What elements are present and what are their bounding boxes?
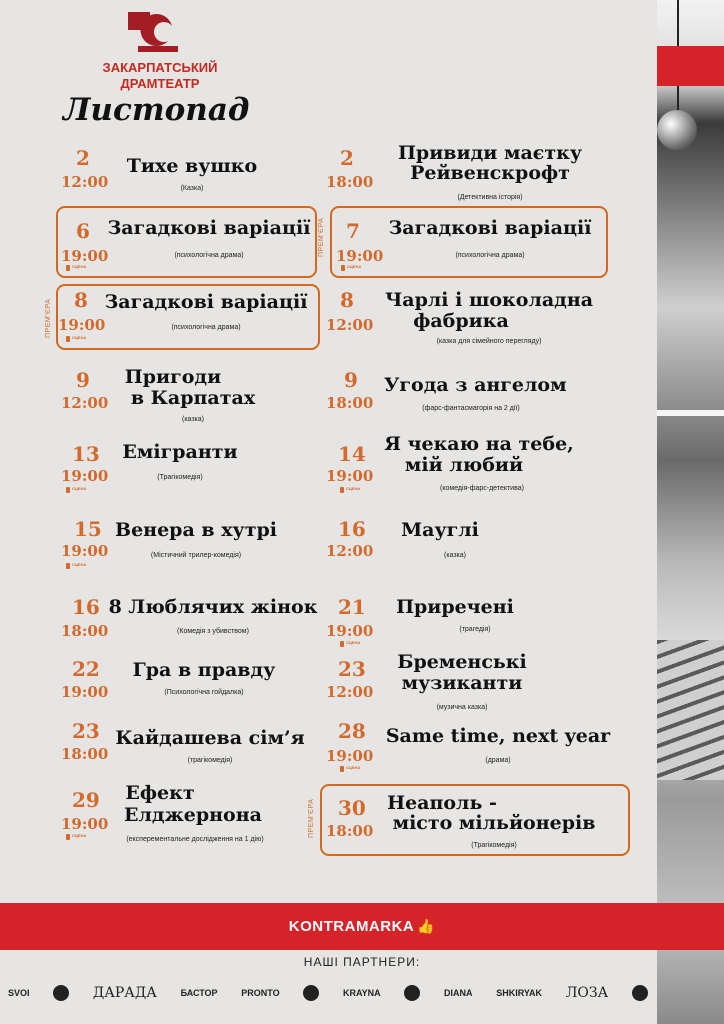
partner-logo: ЛОЗА bbox=[565, 985, 609, 1001]
event-title: Емігранти bbox=[122, 441, 238, 463]
stage-badge bbox=[340, 640, 362, 649]
event-title: Мауглі bbox=[401, 519, 479, 541]
event-day: 9 bbox=[76, 368, 90, 392]
event-genre: (психологічна драма) bbox=[455, 252, 525, 259]
theatre-name-line1: ЗАКАРПАТСЬКИЙ bbox=[102, 60, 218, 75]
stage-badge-label: СЦЕНА bbox=[346, 765, 361, 770]
stage-badge bbox=[66, 562, 88, 571]
staircase bbox=[657, 640, 724, 780]
event-time: 19:00 bbox=[336, 247, 384, 265]
stage-badge-label: СЦЕНА bbox=[72, 335, 87, 340]
event-time: 12:00 bbox=[326, 316, 374, 334]
event-day: 2 bbox=[340, 146, 354, 170]
event-day: 28 bbox=[338, 719, 366, 743]
event-title-line2: фабрика bbox=[413, 310, 509, 332]
event-day: 23 bbox=[338, 657, 366, 681]
event-title: Венера в хутрі bbox=[115, 519, 277, 541]
red-accent-bar bbox=[657, 46, 724, 86]
event-time: 19:00 bbox=[61, 467, 109, 485]
partner-logo-icon bbox=[53, 985, 69, 1001]
event-genre: (Детективна історія) bbox=[457, 194, 523, 201]
event-day: 9 bbox=[344, 368, 358, 392]
event-time: 12:00 bbox=[61, 394, 109, 412]
event-time: 12:00 bbox=[326, 542, 374, 560]
event-day: 21 bbox=[338, 595, 366, 619]
event-genre: (Психологічна гойдалка) bbox=[164, 689, 244, 696]
event-day: 8 bbox=[340, 288, 354, 312]
event-genre: (комедія-фарс-детектива) bbox=[440, 485, 524, 492]
event-title-line1: Бременські bbox=[397, 651, 527, 673]
event-title: Загадкові варіації bbox=[107, 217, 311, 239]
event-title-line1: Неаполь - bbox=[387, 792, 497, 814]
stage-badge-label: СЦЕНА bbox=[72, 486, 87, 491]
event-title-line2: Рейвенскрофт bbox=[410, 162, 570, 184]
event-genre: (музична казка) bbox=[436, 704, 488, 711]
stage-badge-label: СЦЕНА bbox=[72, 264, 87, 269]
stage-badge bbox=[66, 335, 88, 344]
partner-logo: SVOI bbox=[8, 988, 30, 998]
event-time: 12:00 bbox=[61, 173, 109, 191]
event-day: 16 bbox=[338, 517, 366, 541]
stage-badge-label: СЦЕНА bbox=[346, 486, 361, 491]
partner-logo: PRONTO bbox=[241, 988, 280, 998]
event-time: 19:00 bbox=[58, 316, 106, 334]
event-time: 19:00 bbox=[326, 622, 374, 640]
event-title: Приречені bbox=[396, 596, 514, 618]
event-title-line1: Ефект bbox=[125, 782, 195, 804]
event-title: Тихе вушко bbox=[126, 155, 258, 177]
event-day: 16 bbox=[72, 595, 100, 619]
partner-logo: ДАРАДА bbox=[92, 985, 157, 1001]
event-time: 19:00 bbox=[61, 815, 109, 833]
event-time: 18:00 bbox=[326, 394, 374, 412]
event-day: 8 bbox=[74, 288, 88, 312]
event-genre: (експерементальне дослідження на 1 дію) bbox=[126, 836, 264, 843]
partner-logo: DIANA bbox=[444, 988, 473, 998]
event-title-line1: Привиди маєтку bbox=[397, 142, 583, 164]
event-title: Same time, next year bbox=[385, 725, 611, 747]
stage-badge-label: СЦЕНА bbox=[347, 264, 362, 269]
event-time: 18:00 bbox=[326, 822, 374, 840]
event-time: 19:00 bbox=[61, 683, 109, 701]
event-title: Угода з ангелом bbox=[384, 374, 567, 396]
theatre-logo-icon bbox=[126, 10, 190, 54]
premiere-label: ПРЕМ'ЄРА bbox=[318, 217, 325, 257]
event-genre: (Казка) bbox=[180, 185, 204, 192]
event-day: 6 bbox=[76, 219, 90, 243]
event-time: 19:00 bbox=[326, 747, 374, 765]
event-genre: (Трагікомедія) bbox=[157, 474, 203, 481]
event-genre: (Комедія з убивством) bbox=[177, 628, 249, 635]
event-title-line2: місто мільйонерів bbox=[392, 812, 596, 834]
stage-badge bbox=[341, 264, 363, 273]
event-day: 22 bbox=[72, 657, 100, 681]
partner-logo-icon bbox=[303, 985, 319, 1001]
event-time: 18:00 bbox=[61, 745, 109, 763]
partner-logo-icon bbox=[404, 985, 420, 1001]
partner-logos bbox=[8, 980, 648, 1006]
event-time: 19:00 bbox=[326, 467, 374, 485]
event-genre: (Містичний трилер-комедія) bbox=[150, 552, 242, 559]
event-time: 19:00 bbox=[61, 247, 109, 265]
lamp-icon bbox=[657, 110, 697, 150]
event-genre: (фарс-фантасмагорія на 2 дії) bbox=[422, 405, 520, 412]
event-title-line1: Чарлі і шоколадна bbox=[384, 289, 594, 311]
thumbs-up-icon: 👍 bbox=[417, 918, 436, 934]
theatre-name-line2: ДРАМТЕАТР bbox=[120, 76, 200, 91]
event-time: 19:00 bbox=[61, 542, 109, 560]
event-title: 8 Люблячих жінок bbox=[108, 596, 318, 618]
event-genre: (казка для сімейного перегляду) bbox=[436, 338, 542, 345]
balcony-rail bbox=[657, 410, 724, 416]
event-title: Гра в правду bbox=[132, 659, 276, 681]
event-day: 23 bbox=[72, 719, 100, 743]
event-genre: (драма) bbox=[485, 757, 511, 764]
event-genre: (казка) bbox=[443, 552, 466, 559]
event-title-line2: музиканти bbox=[401, 672, 523, 694]
event-genre: (трагікомедія) bbox=[187, 757, 233, 764]
event-day: 14 bbox=[338, 442, 366, 466]
event-title-line1: Пригоди bbox=[124, 366, 222, 388]
theatre-name bbox=[80, 60, 240, 92]
partner-logo: SHKIRYAK bbox=[496, 988, 543, 998]
event-time: 18:00 bbox=[326, 173, 374, 191]
event-title-line2: мій любий bbox=[404, 454, 524, 476]
partner-logo: KRAYNA bbox=[342, 988, 381, 998]
event-title-line2: в Карпатах bbox=[130, 387, 256, 409]
kontramarka-logo[interactable] bbox=[0, 903, 724, 950]
premiere-label: ПРЕМ'ЄРА bbox=[308, 798, 315, 838]
event-genre: (Трагікомедія) bbox=[471, 842, 517, 849]
event-time: 18:00 bbox=[61, 622, 109, 640]
event-day: 15 bbox=[74, 517, 102, 541]
event-title-line2: Елджернона bbox=[124, 804, 262, 826]
event-title: Загадкові варіації bbox=[104, 291, 308, 313]
month-title: Листопад bbox=[63, 92, 250, 128]
event-day: 7 bbox=[346, 219, 360, 243]
event-title: Загадкові варіації bbox=[388, 217, 592, 239]
stage-badge bbox=[66, 486, 88, 495]
event-day: 30 bbox=[338, 796, 366, 820]
stage-badge bbox=[66, 264, 88, 273]
stage-badge bbox=[340, 486, 362, 495]
event-time: 12:00 bbox=[326, 683, 374, 701]
event-title-line1: Я чекаю на тебе, bbox=[384, 433, 574, 455]
event-genre: (психологічна драма) bbox=[171, 324, 241, 331]
partner-logo-icon bbox=[632, 985, 648, 1001]
stage-badge bbox=[340, 765, 362, 774]
stage-badge-label: СЦЕНА bbox=[346, 640, 361, 645]
stage-badge-label: СЦЕНА bbox=[72, 833, 87, 838]
stage-badge bbox=[66, 833, 88, 842]
background-photo bbox=[657, 0, 724, 1024]
partner-logo: БАСТОР bbox=[180, 988, 218, 998]
premiere-label: ПРЕМ'ЄРА bbox=[45, 298, 52, 338]
event-day: 13 bbox=[72, 442, 100, 466]
event-day: 2 bbox=[76, 146, 90, 170]
event-day: 29 bbox=[72, 788, 100, 812]
partners-title: НАШІ ПАРТНЕРИ: bbox=[303, 955, 421, 969]
event-genre: (психологічна драма) bbox=[174, 252, 244, 259]
event-title: Кайдашева сім’я bbox=[115, 727, 305, 749]
event-genre: (трагедія) bbox=[459, 626, 491, 633]
event-genre: (казка) bbox=[181, 416, 204, 423]
stage-badge-label: СЦЕНА bbox=[72, 562, 87, 567]
kontramarka-label: KONTRAMARKA bbox=[288, 918, 415, 935]
